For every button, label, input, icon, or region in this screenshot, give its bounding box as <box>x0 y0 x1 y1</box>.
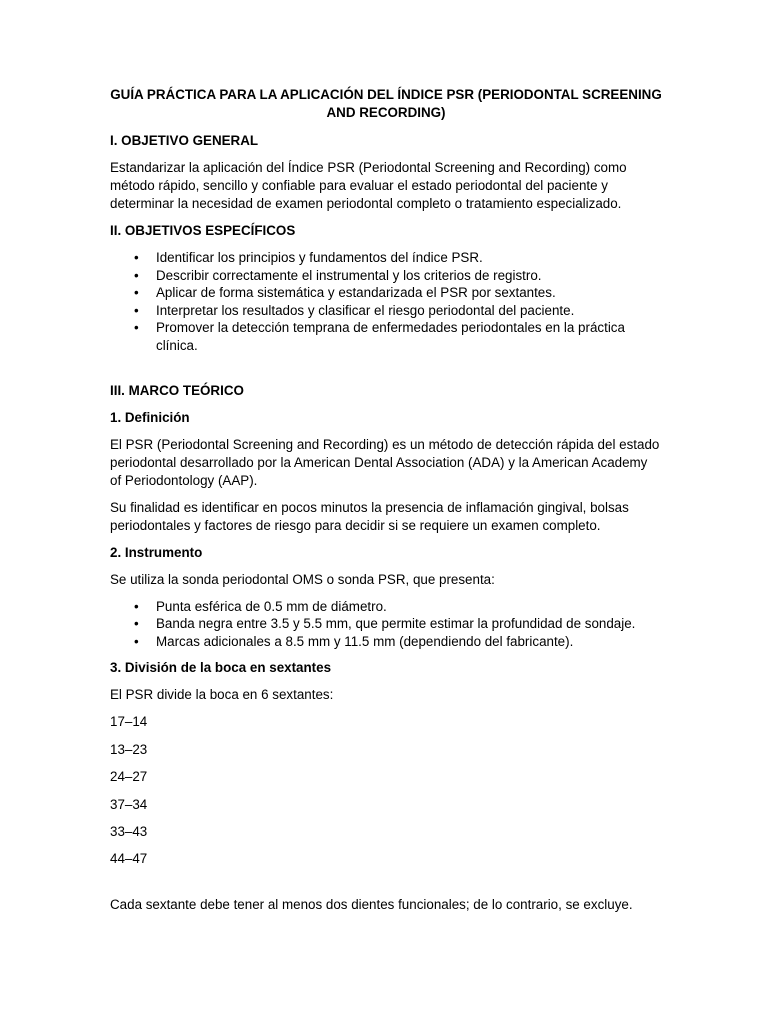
list-item <box>110 633 662 651</box>
list-item-text: Marcas adicionales a 8.5 mm y 11.5 mm (dependiendo del fabricante). <box>156 633 574 649</box>
list-item-text: Identificar los principios y fundamentos del índice PSR. <box>156 250 483 265</box>
bullet-icon: • <box>134 616 139 632</box>
list-item-text: Aplicar de forma sistemática y estandarizada el PSR por sextantes. <box>156 285 556 301</box>
bullet-icon: • <box>134 302 139 318</box>
objetivo-general-text: Estandarizar la aplicación del Índice PSR (Periodontal Screening and Recording) como método rápido, sencillo y confiable para evaluar el estado periodontal del paciente y determinar la necesidad de examen periodontal completo o tratamiento especializado. <box>110 160 627 211</box>
objetivos-especificos-list <box>110 249 662 355</box>
list-item <box>110 249 662 267</box>
document-content <box>110 86 662 923</box>
bullet-icon: • <box>134 633 139 649</box>
sextant-label: 13–23 <box>110 741 148 757</box>
list-item-text: Interpretar los resultados y clasificar el riesgo periodontal del paciente. <box>156 302 575 318</box>
subheading-instrumento: 2. Instrumento <box>110 544 203 560</box>
bullet-icon: • <box>134 285 139 301</box>
bullet-icon: • <box>134 598 139 614</box>
sextant-label: 17–14 <box>110 714 148 730</box>
sextant-label: 44–47 <box>110 851 148 867</box>
sextant-label: 33–43 <box>110 823 148 839</box>
list-item-text: Describir correctamente el instrumental y los criterios de registro. <box>156 267 542 283</box>
instrumento-list <box>110 598 662 651</box>
list-item-text: Punta esférica de 0.5 mm de diámetro. <box>156 598 387 614</box>
sextantes-intro: El PSR divide la boca en 6 sextantes: <box>110 687 334 703</box>
document-title: GUÍA PRÁCTICA PARA LA APLICACIÓN DEL ÍNDICE PSR (PERIODONTAL SCREENING AND RECORDING) <box>110 87 662 120</box>
bullet-icon: • <box>134 320 139 336</box>
definicion-paragraph-1: El PSR (Periodontal Screening and Recording) es un método de detección rápida del estado periodontal desarrollado por la American Dental Association (ADA) y la American Academy of Periodontology (AAP). <box>110 436 660 488</box>
list-item-text: Promover la detección temprana de enfermedades periodontales en la práctica clínica. <box>156 320 625 353</box>
subheading-division-sextantes: 3. División de la boca en sextantes <box>110 660 332 676</box>
list-item-text: Banda negra entre 3.5 y 5.5 mm, que permite estimar la profundidad de sondaje. <box>156 616 636 632</box>
sextant-label: 24–27 <box>110 769 148 785</box>
sextantes-note: Cada sextante debe tener al menos dos dientes funcionales; de lo contrario, se excluye. <box>110 896 633 912</box>
definicion-paragraph-2: Su finalidad es identificar en pocos minutos la presencia de inflamación gingival, bolsas periodontales y factores de riesgo para decidir si se requiere un examen completo. <box>110 499 629 533</box>
list-item <box>110 302 662 320</box>
section-heading-objetivo-general: I. OBJETIVO GENERAL <box>110 133 259 148</box>
sextant-label: 37–34 <box>110 796 148 812</box>
spacer <box>110 364 662 382</box>
bullet-icon: • <box>134 267 139 283</box>
bullet-icon: • <box>134 250 139 265</box>
list-item <box>110 615 662 633</box>
list-item <box>110 598 662 616</box>
instrumento-intro: Se utiliza la sonda periodontal OMS o sonda PSR, que presenta: <box>110 571 495 587</box>
section-heading-objetivos-especificos: II. OBJETIVOS ESPECÍFICOS <box>110 223 296 238</box>
list-item <box>110 319 662 354</box>
section-heading-marco-teorico: III. MARCO TEÓRICO <box>110 382 244 398</box>
subheading-definicion: 1. Definición <box>110 409 190 425</box>
spacer <box>110 878 662 896</box>
list-item <box>110 284 662 302</box>
list-item <box>110 267 662 285</box>
